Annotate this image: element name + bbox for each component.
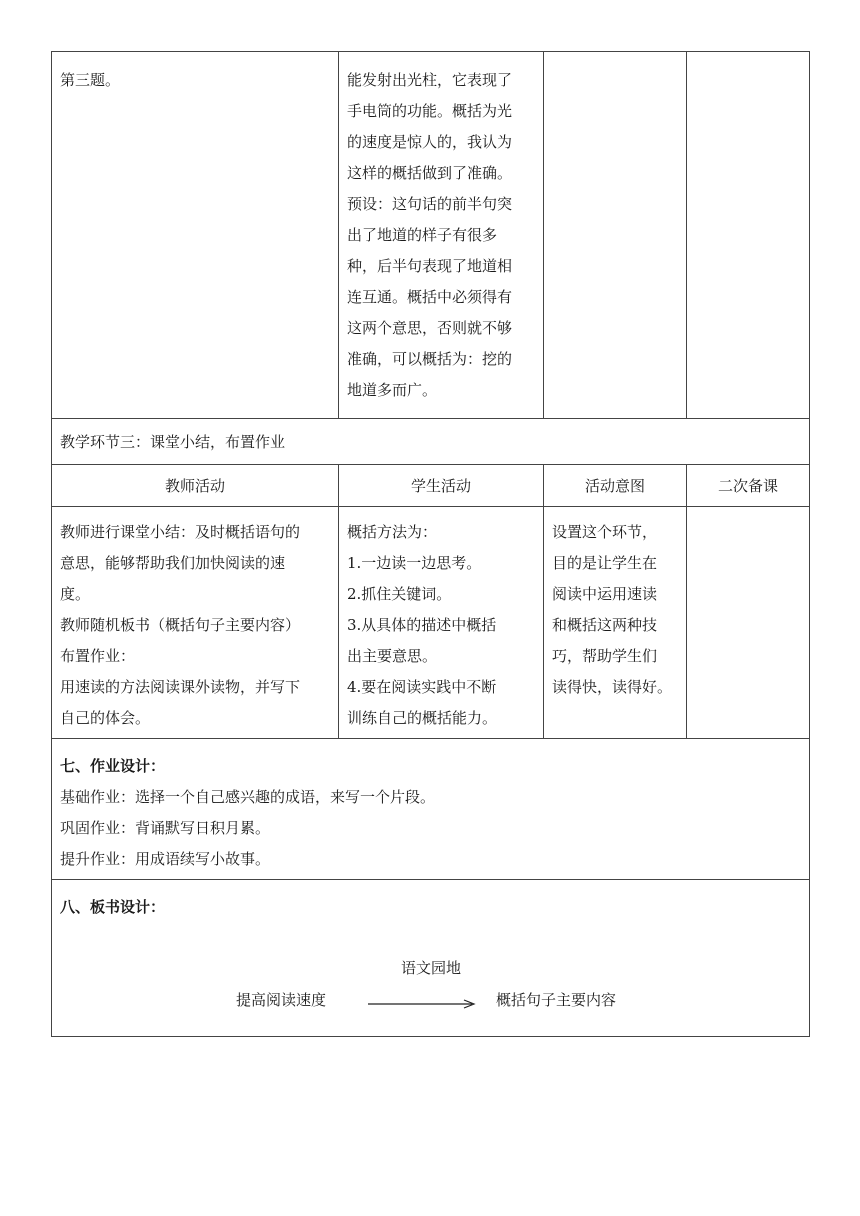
revision-cell — [687, 52, 810, 419]
header-student-activity: 学生活动 — [339, 465, 544, 507]
text-line: 用速读的方法阅读课外读物，并写下 — [60, 678, 301, 696]
text-line: 连互通。概括中必须得有 — [347, 288, 513, 306]
stage-title: 教学环节三：课堂小结，布置作业 — [60, 433, 286, 451]
text-line: 3.从具体的描述中概括 — [347, 616, 497, 634]
board-right-text: 概括句子主要内容 — [496, 991, 617, 1009]
board-left-text: 提高阅读速度 — [236, 991, 327, 1009]
homework-item: 基础作业：选择一个自己感兴趣的成语，来写一个片段。 — [60, 788, 436, 806]
teacher-activity-cell — [52, 52, 339, 419]
text-line: 4.要在阅读实践中不断 — [347, 678, 497, 696]
text-line: 出主要意思。 — [347, 647, 438, 665]
board-design — [60, 892, 801, 1032]
table-row — [52, 880, 810, 1037]
text-line: 种，后半句表现了地道相 — [347, 257, 513, 275]
text-line: 自己的体会。 — [60, 709, 151, 727]
homework-item: 提升作业：用成语续写小故事。 — [60, 850, 271, 868]
homework-section — [52, 739, 810, 880]
revision-cell — [687, 507, 810, 739]
text-line: 准确，可以概括为：挖的 — [347, 350, 513, 368]
teacher-activity-text: 第三题。 — [60, 71, 121, 89]
text-line: 教师随机板书（概括句子主要内容） — [60, 616, 301, 634]
text-line: 度。 — [60, 585, 91, 603]
text-line: 读得快，读得好。 — [552, 678, 673, 696]
student-activity-cell — [339, 507, 544, 739]
header-teacher-activity: 教师活动 — [52, 465, 339, 507]
text-line: 教师进行课堂小结：及时概括语句的 — [60, 523, 301, 541]
text-line: 意思，能够帮助我们加快阅读的速 — [60, 554, 286, 572]
text-line: 目的是让学生在 — [552, 554, 658, 572]
text-line: 这样的概括做到了准确。 — [347, 164, 513, 182]
text-line: 设置这个环节， — [552, 523, 658, 541]
text-line: 1.一边读一边思考。 — [347, 554, 482, 572]
text-line: 2.抓住关键词。 — [347, 585, 452, 603]
board-title: 八、板书设计： — [60, 898, 166, 916]
table-row — [52, 739, 810, 880]
intent-cell — [544, 52, 687, 419]
text-line: 的速度是惊人的，我认为 — [347, 133, 513, 151]
homework-item: 巩固作业：背诵默写日积月累。 — [60, 819, 271, 837]
table-row — [52, 52, 810, 419]
homework-title: 七、作业设计： — [60, 757, 166, 775]
header-activity-intent: 活动意图 — [544, 465, 687, 507]
text-line: 概括方法为： — [347, 523, 438, 541]
lesson-plan-document — [51, 51, 809, 1037]
board-center-title: 语文园地 — [400, 959, 461, 977]
text-line: 地道多而广。 — [347, 381, 438, 399]
text-line: 和概括这两种技 — [552, 616, 658, 634]
text-line: 阅读中运用速读 — [552, 585, 658, 603]
stage-title-cell — [52, 419, 810, 465]
table-row — [52, 419, 810, 465]
table-row — [52, 507, 810, 739]
text-line: 能发射出光柱，它表现了 — [347, 71, 513, 89]
text-line: 预设：这句话的前半句突 — [347, 195, 513, 213]
student-activity-cell — [339, 52, 544, 419]
lesson-plan-table — [51, 51, 810, 1037]
intent-cell — [544, 507, 687, 739]
text-line: 手电筒的功能。概括为光 — [347, 102, 513, 120]
teacher-activity-cell — [52, 507, 339, 739]
text-line: 这两个意思，否则就不够 — [347, 319, 513, 337]
text-line: 训练自己的概括能力。 — [347, 709, 498, 727]
table-header-row — [52, 465, 810, 507]
header-secondary-prep: 二次备课 — [687, 465, 810, 507]
arrow-right-icon — [368, 999, 476, 1009]
text-line: 出了地道的样子有很多 — [347, 226, 498, 244]
board-section — [52, 880, 810, 1037]
text-line: 布置作业： — [60, 647, 136, 665]
text-line: 巧，帮助学生们 — [552, 647, 658, 665]
